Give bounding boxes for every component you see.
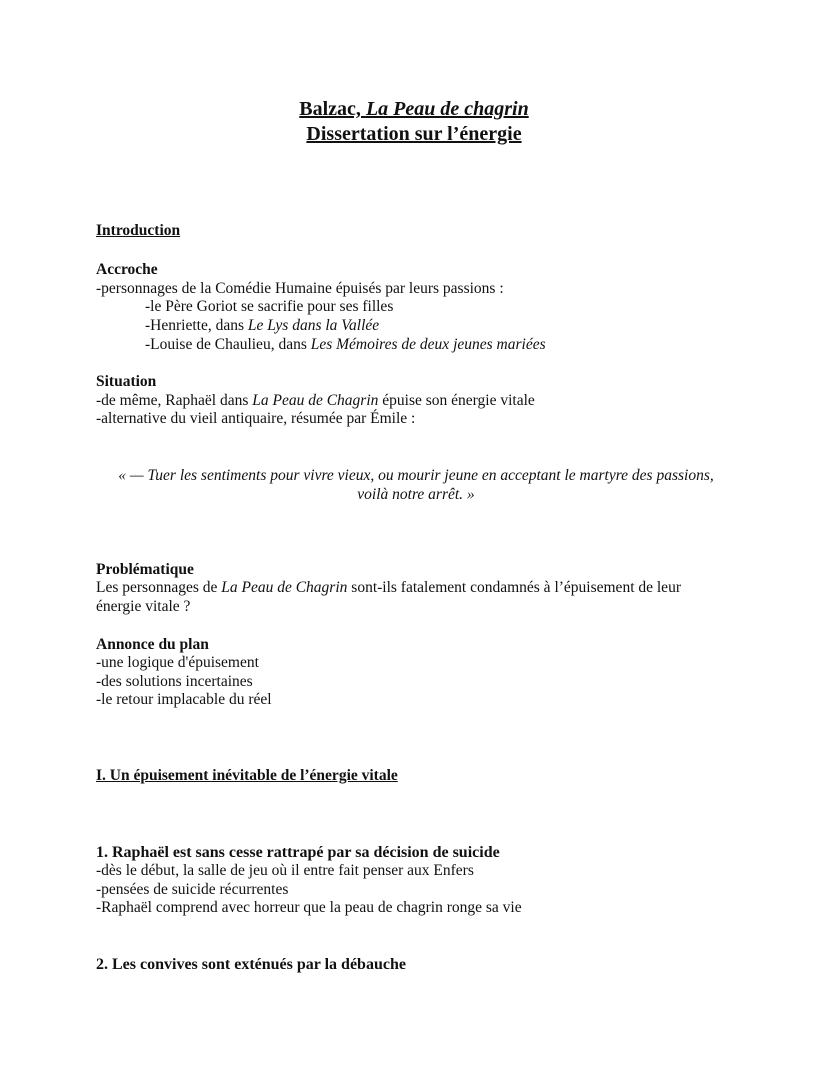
problematique-label: Problématique	[96, 561, 194, 578]
title-author: Balzac,	[299, 98, 366, 120]
text: Les personnages de	[96, 579, 222, 596]
subsection-item: -dès le début, la salle de jeu où il entre fait penser aux Enfers	[96, 862, 474, 879]
accroche-item	[145, 335, 546, 354]
problematique-line: énergie vitale ?	[96, 598, 191, 615]
text: sont-ils fatalement condamnés à l’épuisement de leur	[347, 579, 681, 596]
document-subtitle: Dissertation sur l’énergie	[306, 123, 522, 145]
situation-line: -alternative du vieil antiquaire, résumée par Émile :	[96, 410, 416, 427]
document-title	[0, 97, 828, 121]
quote-line: voilà notre arrêt. »	[357, 486, 475, 503]
situation-line	[96, 391, 535, 410]
plan-item: -le retour implacable du réel	[96, 691, 272, 708]
introduction-heading: Introduction	[96, 222, 181, 239]
subsection-item: -Raphaël comprend avec horreur que la peau de chagrin ronge sa vie	[96, 899, 522, 916]
situation-label: Situation	[96, 373, 157, 390]
book-title: Le Lys dans la Vallée	[247, 317, 380, 334]
subsection-heading: 2. Les convives sont exténués par la débauche	[96, 956, 406, 973]
book-title: La Peau de Chagrin	[252, 392, 379, 409]
accroche-item: -le Père Goriot se sacrifie pour ses filles	[145, 298, 394, 315]
plan-item: -des solutions incertaines	[96, 673, 253, 690]
book-title: La Peau de Chagrin	[221, 579, 348, 596]
text: -Henriette, dans	[145, 317, 248, 334]
subsection-heading: 1. Raphaël est sans cesse rattrapé par sa décision de suicide	[96, 844, 500, 861]
accroche-label: Accroche	[96, 261, 158, 278]
part1-heading: I. Un épuisement inévitable de l’énergie vitale	[96, 767, 398, 784]
text: épuise son énergie vitale	[378, 392, 535, 409]
accroche-line: -personnages de la Comédie Humaine épuisés par leurs passions :	[96, 280, 504, 297]
accroche-item	[145, 316, 379, 335]
text: -Louise de Chaulieu, dans	[145, 336, 311, 353]
quote-line: « — Tuer les sentiments pour vivre vieux, ou mourir jeune en acceptant le martyre des passions,	[118, 467, 714, 484]
text: -de même, Raphaël dans	[96, 392, 253, 409]
book-title: Les Mémoires de deux jeunes mariées	[310, 336, 546, 353]
problematique-line	[96, 578, 681, 597]
title-work: La Peau de chagrin	[365, 98, 529, 120]
plan-label: Annonce du plan	[96, 636, 209, 653]
plan-item: -une logique d'épuisement	[96, 654, 259, 671]
subsection-item: -pensées de suicide récurrentes	[96, 881, 289, 898]
